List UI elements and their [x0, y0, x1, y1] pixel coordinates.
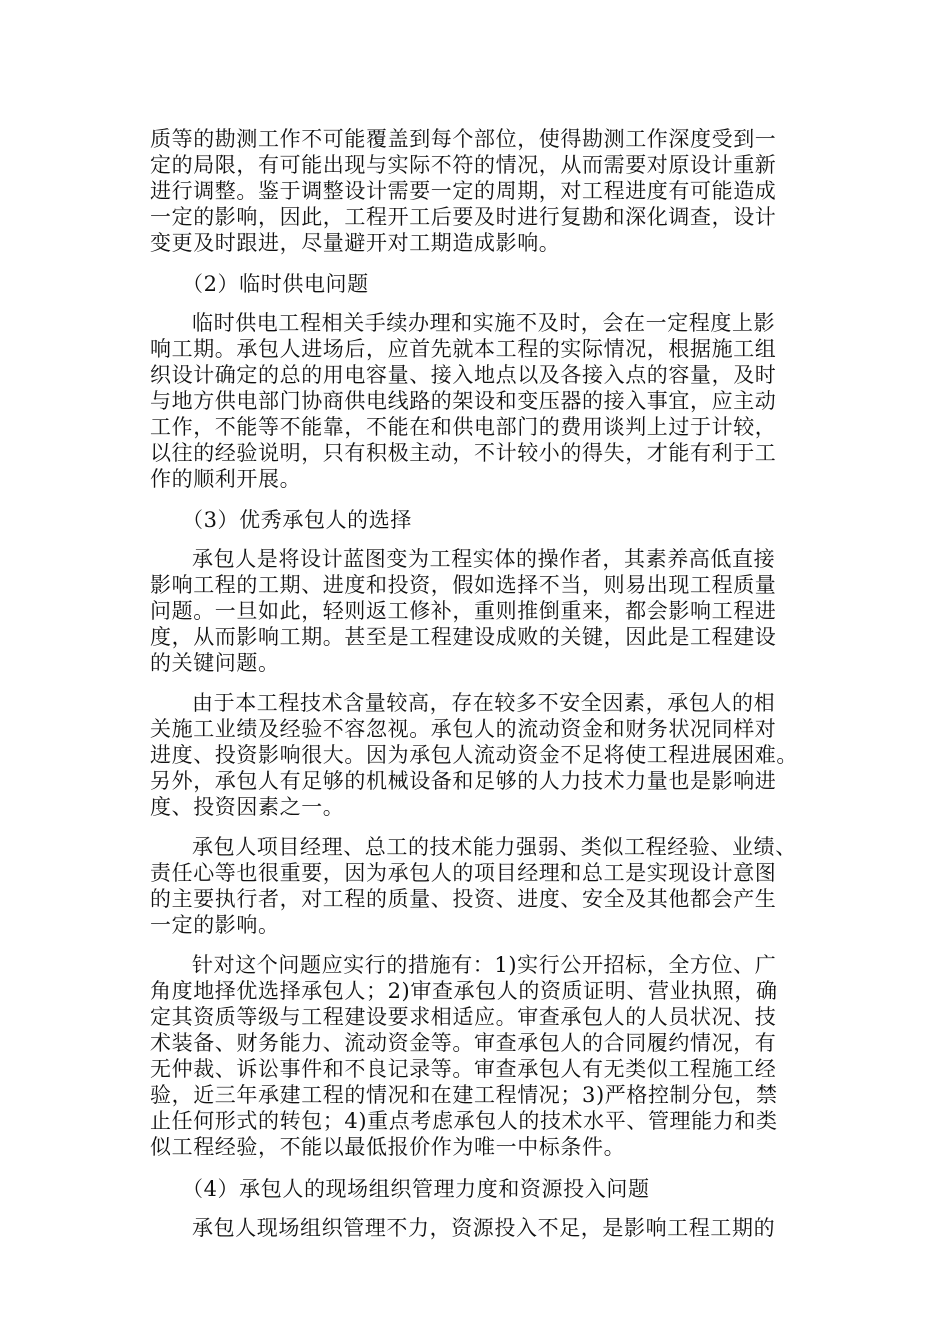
paragraph-line: 无仲裁、诉讼事件和不良记录等。审查承包人有无类似工程施工经 — [150, 1057, 777, 1081]
paragraph-line: 与地方供电部门协商供电线路的架设和变压器的接入事宜，应主动 — [150, 389, 777, 413]
paragraph-line: 另外，承包人有足够的机械设备和足够的人力技术力量也是影响进 — [150, 769, 777, 793]
paragraph-line: 的主要执行者，对工程的质量、投资、进度、安全及其他都会产生 — [150, 887, 777, 911]
section-heading: （2）临时供电问题 — [182, 272, 369, 296]
paragraph-line: 影响工程的工期、进度和投资，假如选择不当，则易出现工程质量 — [150, 573, 777, 597]
paragraph-line: 的关键问题。 — [150, 651, 280, 675]
paragraph-line: 关施工业绩及经验不容忽视。承包人的流动资金和财务状况同样对 — [150, 717, 777, 741]
paragraph-line: 责任心等也很重要，因为承包人的项目经理和总工是实现设计意图 — [150, 861, 777, 885]
paragraph-line: 似工程经验，不能以最低报价作为唯一中标条件。 — [150, 1135, 626, 1159]
paragraph-line: 一定的影响，因此，工程开工后要及时进行复勘和深化调查，设计 — [150, 205, 777, 229]
paragraph-line: 作的顺利开展。 — [150, 467, 302, 491]
paragraph-line: 承包人现场组织管理不力，资源投入不足，是影响工程工期的 — [192, 1216, 776, 1240]
paragraph-line: 工作，不能等不能靠，不能在和供电部门的费用谈判上过于计较， — [150, 415, 777, 439]
paragraph-line: 定的局限，有可能出现与实际不符的情况，从而需要对原设计重新 — [150, 153, 777, 177]
paragraph-line: 质等的勘测工作不可能覆盖到每个部位，使得勘测工作深度受到一 — [150, 127, 777, 151]
paragraph-line: 临时供电工程相关手续办理和实施不及时，会在一定程度上影 — [192, 311, 776, 335]
paragraph-line: 术装备、财务能力、流动资金等。审查承包人的合同履约情况，有 — [150, 1031, 777, 1055]
paragraph-line: 一定的影响。 — [150, 913, 280, 937]
paragraph-line: 进行调整。鉴于调整设计需要一定的周期，对工程进度有可能造成 — [150, 179, 777, 203]
paragraph-line: 承包人项目经理、总工的技术能力强弱、类似工程经验、业绩、 — [192, 835, 797, 859]
section-heading: （4）承包人的现场组织管理力度和资源投入问题 — [182, 1177, 650, 1201]
paragraph-line: 变更及时跟进，尽量避开对工期造成影响。 — [150, 231, 561, 255]
paragraph-line: 响工期。承包人进场后，应首先就本工程的实际情况，根据施工组 — [150, 337, 777, 361]
paragraph-line: 针对这个问题应实行的措施有：1)实行公开招标，全方位、广 — [192, 953, 777, 977]
section-heading: （3）优秀承包人的选择 — [182, 508, 412, 532]
paragraph-line: 进度、投资影响很大。因为承包人流动资金不足将使工程进展困难。 — [150, 743, 798, 767]
paragraph-line: 织设计确定的总的用电容量、接入地点以及各接入点的容量，及时 — [150, 363, 777, 387]
paragraph-line: 角度地择优选择承包人；2)审查承包人的资质证明、营业执照，确 — [150, 979, 778, 1003]
paragraph-line: 度、投资因素之一。 — [150, 795, 345, 819]
paragraph-line: 止任何形式的转包；4)重点考虑承包人的技术水平、管理能力和类 — [150, 1109, 778, 1133]
paragraph-line: 验，近三年承建工程的情况和在建工程情况；3)严格控制分包，禁 — [150, 1083, 778, 1107]
paragraph-line: 由于本工程技术含量较高，存在较多不安全因素，承包人的相 — [192, 691, 776, 715]
paragraph-line: 定其资质等级与工程建设要求相适应。审查承包人的人员状况、技 — [150, 1005, 777, 1029]
paragraph-line: 问题。一旦如此，轻则返工修补，重则推倒重来，都会影响工程进 — [150, 599, 777, 623]
paragraph-line: 度，从而影响工期。甚至是工程建设成败的关键，因此是工程建设 — [150, 625, 777, 649]
paragraph-line: 承包人是将设计蓝图变为工程实体的操作者，其素养高低直接 — [192, 547, 776, 571]
paragraph-line: 以往的经验说明，只有积极主动，不计较小的得失，才能有利于工 — [150, 441, 777, 465]
